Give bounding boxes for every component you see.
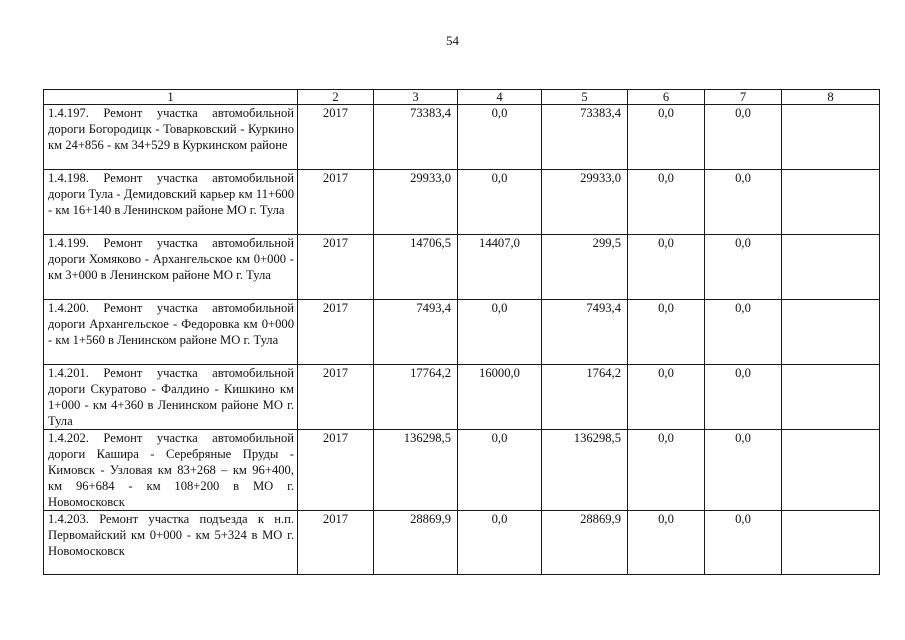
row-description: 1.4.199. Ремонт участка автомобильной дороги Хомяково - Архангельское км 0+000 - км 3+000 в Ленинском районе МО г. Тула	[44, 235, 298, 300]
column-header-3: 3	[374, 90, 458, 105]
row-col4: 0,0	[458, 170, 542, 235]
row-col4: 14407,0	[458, 235, 542, 300]
row-total: 28869,9	[374, 511, 458, 575]
column-header-2: 2	[298, 90, 374, 105]
row-description: 1.4.202. Ремонт участка автомобильной дороги Кашира - Серебряные Пруды - Кимовск - Узловая км 83+268 – км 96+400, км 96+684 - км 108+200 в МО г. Новомосковск	[44, 430, 298, 511]
column-header-8: 8	[782, 90, 880, 105]
row-col5: 7493,4	[542, 300, 628, 365]
row-total: 17764,2	[374, 365, 458, 430]
table-row	[44, 170, 880, 235]
row-col4: 0,0	[458, 430, 542, 511]
row-year: 2017	[298, 511, 374, 575]
column-header-5: 5	[542, 90, 628, 105]
row-col8	[782, 365, 880, 430]
row-year: 2017	[298, 300, 374, 365]
row-total: 7493,4	[374, 300, 458, 365]
row-col5: 299,5	[542, 235, 628, 300]
row-description: 1.4.197. Ремонт участка автомобильной дороги Богородицк - Товарковский - Куркино км 24+856 - км 34+529 в Куркинском районе	[44, 105, 298, 170]
row-col5: 1764,2	[542, 365, 628, 430]
table-row	[44, 235, 880, 300]
row-year: 2017	[298, 105, 374, 170]
program-table	[43, 89, 880, 575]
row-total: 14706,5	[374, 235, 458, 300]
row-col7: 0,0	[705, 300, 782, 365]
row-total: 73383,4	[374, 105, 458, 170]
row-col7: 0,0	[705, 365, 782, 430]
page-number: 54	[446, 33, 459, 48]
row-col4: 0,0	[458, 511, 542, 575]
table-row	[44, 511, 880, 575]
column-header-7: 7	[705, 90, 782, 105]
table-row	[44, 300, 880, 365]
row-year: 2017	[298, 430, 374, 511]
row-col8	[782, 300, 880, 365]
row-col6: 0,0	[628, 105, 705, 170]
row-col6: 0,0	[628, 511, 705, 575]
row-col4: 0,0	[458, 105, 542, 170]
table-row	[44, 105, 880, 170]
row-description: 1.4.200. Ремонт участка автомобильной дороги Архангельское - Федоровка км 0+000 - км 1+560 в Ленинском районе МО г. Тула	[44, 300, 298, 365]
row-col5: 136298,5	[542, 430, 628, 511]
row-col8	[782, 170, 880, 235]
row-col6: 0,0	[628, 300, 705, 365]
column-header-4: 4	[458, 90, 542, 105]
row-col7: 0,0	[705, 170, 782, 235]
row-col8	[782, 235, 880, 300]
row-col4: 0,0	[458, 300, 542, 365]
row-col8	[782, 105, 880, 170]
row-year: 2017	[298, 170, 374, 235]
row-description: 1.4.201. Ремонт участка автомобильной дороги Скуратово - Фалдино - Кишкино км 1+000 - км 4+360 в Ленинском районе МО г. Тула	[44, 365, 298, 430]
row-col8	[782, 511, 880, 575]
row-total: 136298,5	[374, 430, 458, 511]
row-col4: 16000,0	[458, 365, 542, 430]
row-col6: 0,0	[628, 365, 705, 430]
table-row	[44, 365, 880, 430]
column-header-1: 1	[44, 90, 298, 105]
row-col6: 0,0	[628, 170, 705, 235]
row-col5: 28869,9	[542, 511, 628, 575]
table-row	[44, 430, 880, 511]
row-total: 29933,0	[374, 170, 458, 235]
column-header-6: 6	[628, 90, 705, 105]
row-col6: 0,0	[628, 430, 705, 511]
row-description: 1.4.203. Ремонт участка подъезда к н.п. Первомайский км 0+000 - км 5+324 в МО г. Новомосковск	[44, 511, 298, 575]
row-col8	[782, 430, 880, 511]
row-col7: 0,0	[705, 511, 782, 575]
row-year: 2017	[298, 365, 374, 430]
row-col7: 0,0	[705, 105, 782, 170]
row-description: 1.4.198. Ремонт участка автомобильной дороги Тула - Демидовский карьер км 11+600 - км 16+140 в Ленинском районе МО г. Тула	[44, 170, 298, 235]
row-year: 2017	[298, 235, 374, 300]
row-col7: 0,0	[705, 430, 782, 511]
row-col5: 29933,0	[542, 170, 628, 235]
row-col7: 0,0	[705, 235, 782, 300]
header-row	[44, 90, 880, 105]
row-col6: 0,0	[628, 235, 705, 300]
row-col5: 73383,4	[542, 105, 628, 170]
